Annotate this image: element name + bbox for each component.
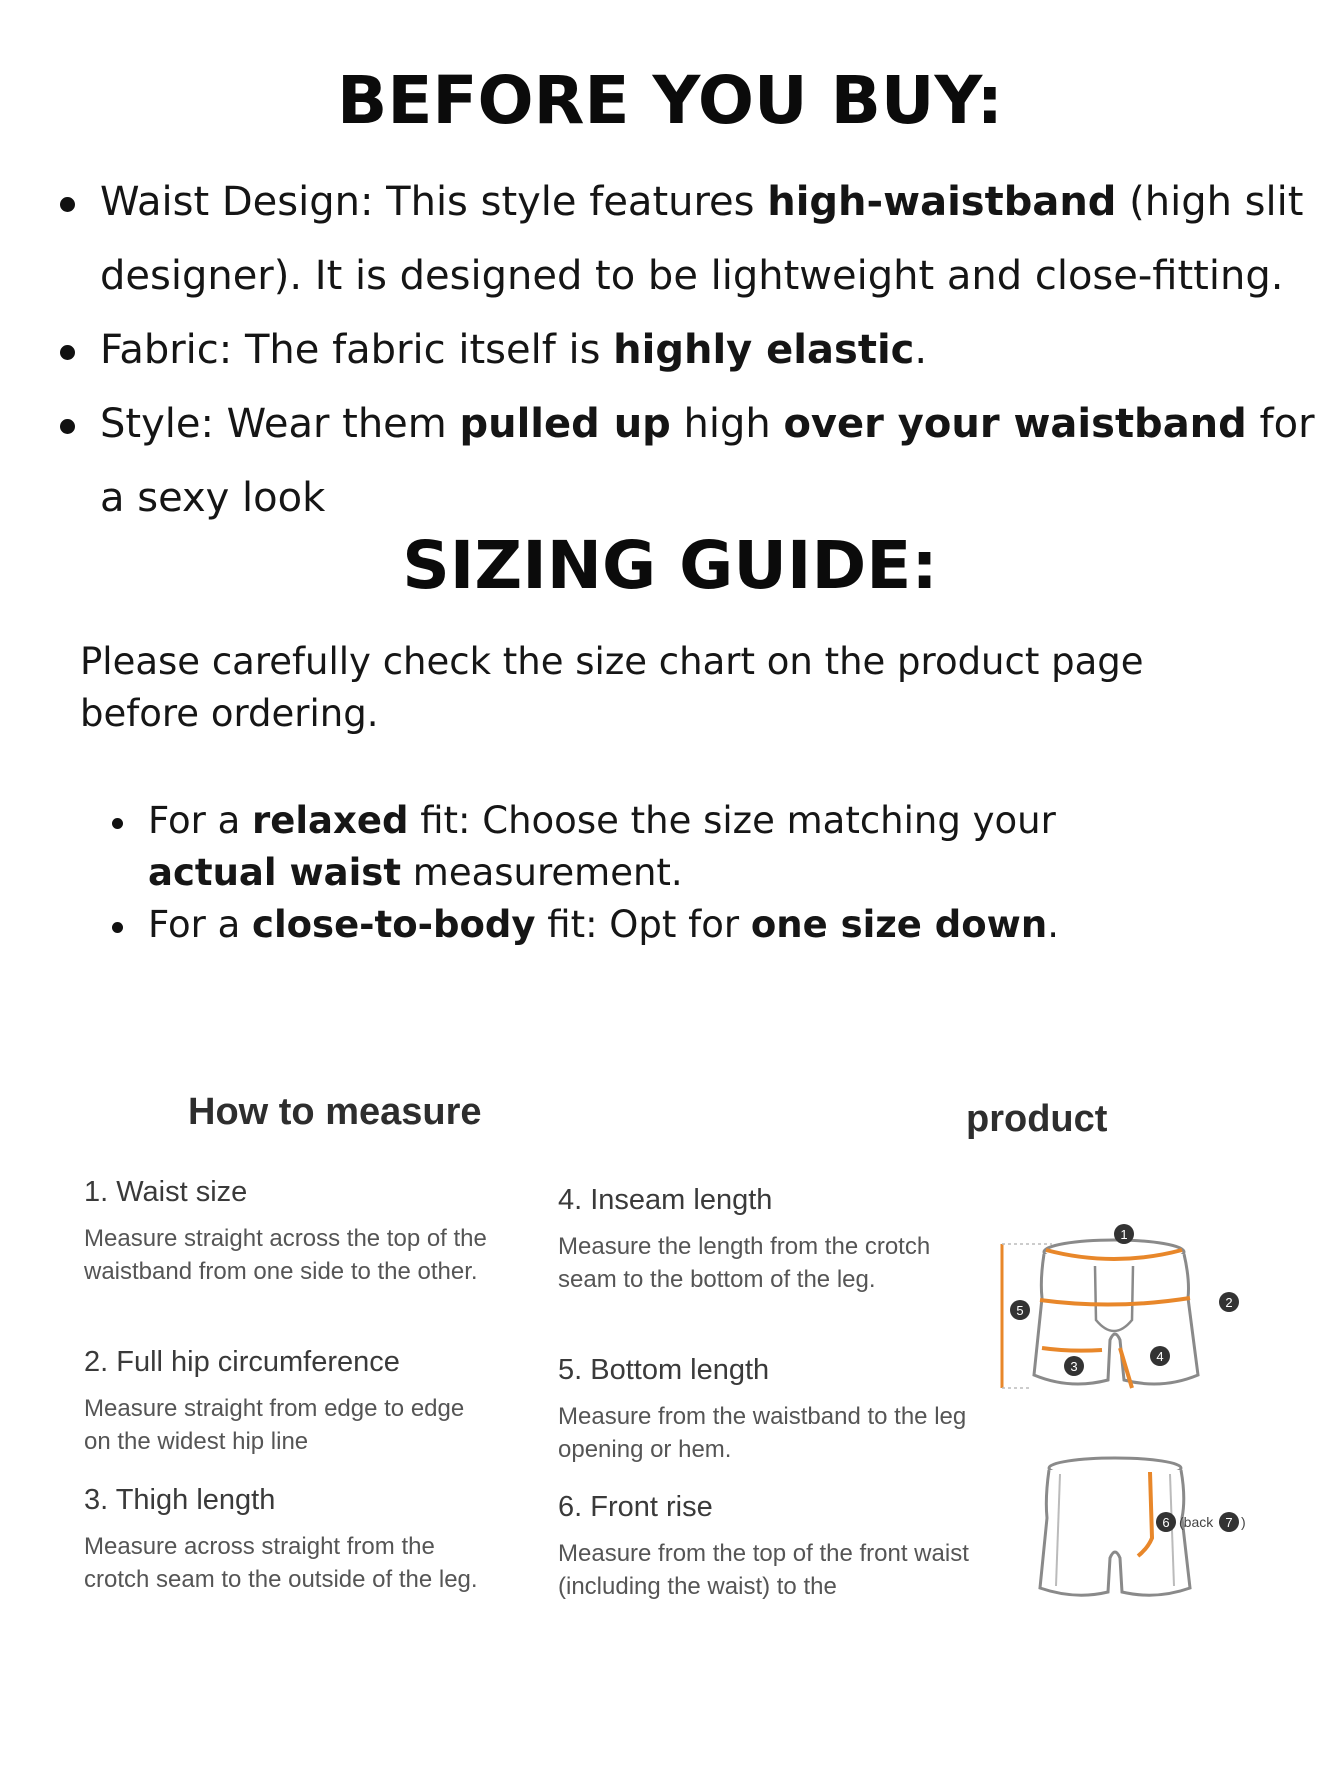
marker-3 [1064, 1356, 1084, 1376]
bold-text: highly elastic [613, 327, 915, 373]
text-run: fit: Opt for [535, 903, 751, 946]
svg-text:7: 7 [1225, 1515, 1233, 1530]
list-item [108, 795, 1168, 899]
measure-desc-front-rise: Measure from the top of the front waist (including the waist) to the [558, 1540, 969, 1600]
how-to-measure-heading: How to measure [188, 1091, 482, 1133]
marker-5 [1010, 1300, 1030, 1320]
list-item [58, 313, 1328, 387]
svg-text:1: 1 [1120, 1227, 1128, 1242]
svg-text:6: 6 [1162, 1515, 1170, 1530]
back-close: ) [1241, 1514, 1246, 1530]
list-item [58, 387, 1328, 535]
bold-text: over your waistband [783, 401, 1247, 447]
bold-text: one size down [750, 903, 1048, 946]
bold-text: actual waist [148, 851, 402, 894]
marker-6 [1156, 1512, 1176, 1532]
bold-text: relaxed [252, 799, 409, 842]
sizing-fit-list [108, 795, 1168, 951]
marker-1 [1114, 1224, 1134, 1244]
text-run: fit: Choose the size matching your [408, 799, 1056, 842]
shorts-front-diagram [990, 1220, 1240, 1400]
text-run: Style: Wear them [100, 401, 460, 447]
before-you-buy-heading: BEFORE YOU BUY: [337, 62, 1003, 139]
bold-text: high-waistband [767, 179, 1117, 225]
text-run: for a sexy look [100, 401, 1315, 521]
marker-2 [1219, 1292, 1239, 1312]
measure-title-bottom: 5. Bottom length [558, 1354, 770, 1386]
svg-text:5: 5 [1016, 1303, 1024, 1318]
measure-desc-waist: Measure straight across the top of the waistband from one side to the other. [84, 1225, 487, 1285]
svg-text:3: 3 [1070, 1359, 1078, 1374]
text-run: For a [148, 799, 253, 842]
text-run: Fabric: The fabric itself is [100, 327, 614, 373]
measure-title-inseam: 4. Inseam length [558, 1184, 773, 1216]
measure-title-waist: 1. Waist size [84, 1176, 248, 1208]
measure-desc-bottom: Measure from the waistband to the leg opening or hem. [558, 1403, 967, 1463]
text-run: measurement. [401, 851, 683, 894]
measure-desc-thigh: Measure across straight from the crotch seam to the outside of the leg. [84, 1533, 478, 1593]
list-item [108, 899, 1168, 951]
bold-text: close-to-body [252, 903, 536, 946]
bold-text: pulled up [459, 401, 671, 447]
measure-desc-inseam: Measure the length from the crotch seam to the bottom of the leg. [558, 1233, 931, 1293]
measure-title-thigh: 3. Thigh length [84, 1484, 276, 1516]
text-run: For a [148, 903, 253, 946]
svg-text:4: 4 [1156, 1349, 1164, 1364]
marker-7 [1219, 1512, 1239, 1532]
text-run: . [1047, 903, 1059, 946]
marker-4 [1150, 1346, 1170, 1366]
text-run: (high slit designer). It is designed to be lightweight and close-fitting. [100, 179, 1304, 299]
sizing-intro: Please carefully check the size chart on the product page before ordering. [80, 640, 1144, 735]
text-run: . [914, 327, 928, 373]
back-label: (back [1179, 1514, 1214, 1530]
measure-title-front-rise: 6. Front rise [558, 1491, 713, 1523]
before-you-buy-list [58, 165, 1328, 535]
measure-title-hip: 2. Full hip circumference [84, 1346, 400, 1378]
measure-desc-hip: Measure straight from edge to edge on the widest hip line [84, 1395, 465, 1455]
text-run: high [670, 401, 784, 447]
svg-text:2: 2 [1225, 1295, 1233, 1310]
text-run: Waist Design: This style features [100, 179, 768, 225]
list-item [58, 165, 1328, 313]
product-heading: product [966, 1098, 1108, 1140]
shorts-back-diagram [1030, 1448, 1260, 1608]
sizing-guide-heading: SIZING GUIDE: [402, 527, 938, 604]
